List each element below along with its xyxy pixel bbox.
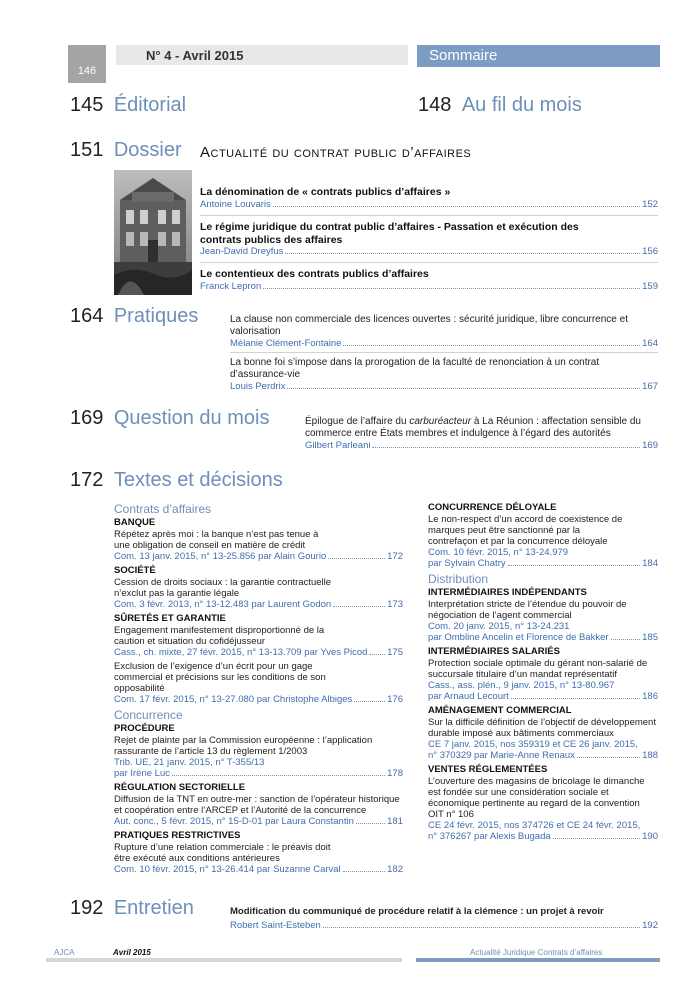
textes-item[interactable] [114, 782, 403, 828]
pratiques-item-text: La clause non commerciale des licences ouvertes : sécurité juridique, libre concurrence et valorisation [230, 314, 628, 337]
textes-item-subheading: PROCÉDURE [114, 723, 175, 734]
textes-item-subheading: INTERMÉDIAIRES INDÉPENDANTS [428, 587, 587, 598]
textes-item-page: 182 [387, 864, 403, 875]
pratiques-item-page: 167 [642, 381, 658, 392]
pratiques-item-author: Mélanie Clément-Fontaine [230, 338, 342, 349]
textes-item[interactable] [114, 723, 403, 780]
pratiques-item-author: Louis Perdrix [230, 381, 286, 392]
textes-item-text: Rupture d’une relation commerciale : le préavis doit être exécuté aux conditions antérieures [114, 842, 331, 864]
editorial-title: Éditorial [113, 94, 187, 116]
entretien-author: Robert Saint-Esteben [230, 920, 321, 931]
dossier-item-title: Le contentieux des contrats publics d’affaires [200, 268, 429, 280]
textes-item[interactable] [428, 764, 686, 843]
textes-item-leader [428, 632, 658, 644]
textes-item[interactable] [114, 830, 403, 876]
textes-item-leader [114, 551, 403, 563]
dossier-page: 151 [70, 139, 104, 161]
textes-item-page: 188 [642, 750, 658, 761]
textes-item-ref: Com. 17 févr. 2015, n° 13-27.080 par Christophe Albiges [114, 694, 353, 705]
textes-item-page: 176 [387, 694, 403, 705]
textes-item[interactable] [114, 613, 403, 659]
textes-item[interactable] [114, 517, 403, 563]
question-item[interactable] [305, 416, 658, 452]
footer-left-band [46, 958, 402, 962]
textes-item-ref: CE 7 janv. 2015, nos 359319 et CE 26 janv. 2015, [428, 739, 638, 750]
textes-item-page: 186 [642, 691, 658, 702]
textes-item-page: 173 [387, 599, 403, 610]
question-heading [70, 407, 269, 430]
textes-item[interactable] [114, 565, 403, 611]
pratiques-item-page: 164 [642, 338, 658, 349]
textes-item[interactable] [114, 661, 403, 706]
textes-item-text: Protection sociale optimale du gérant non-salarié de succursale titulaire d’un mandat représentatif [428, 658, 648, 680]
textes-item-ref: Cass., ass. plén., 9 janv. 2015, n° 13-80.967 [428, 680, 615, 691]
dossier-item-author: Franck Lepron [200, 280, 262, 292]
textes-item-text: L’ouverture des magasins de bricolage le dimanche est fondée sur une considération sociale et économique pertinente au regard de la convention OIT n° 106 [428, 776, 645, 820]
textes-item[interactable] [428, 646, 686, 703]
textes-item-ref2: par Irène Luc [114, 768, 170, 779]
pratiques-item-text: La bonne foi s’impose dans la prorogation de la faculté de renonciation à un contrat d’assurance-vie [230, 357, 600, 380]
textes-item-page: 175 [387, 647, 403, 658]
textes-item-text: Rejet de plainte par la Commission européenne : l’application rassurante de l’article 13 du règlement 1/2003 [114, 735, 373, 757]
textes-item-page: 184 [642, 558, 658, 569]
textes-item-ref: Com. 20 janv. 2015, n° 13-24.231 [428, 621, 570, 632]
pratiques-item-1[interactable] [230, 314, 658, 350]
au-fil-title: Au fil du mois [461, 94, 582, 116]
dossier-item-author: Jean-David Dreyfus [200, 246, 284, 257]
textes-item-text: Cession de droits sociaux : la garantie contractuelle n’exclut pas la garantie légale [114, 577, 332, 599]
textes-item-ref: Com. 13 janv. 2015, n° 13-25.856 par Alain Gourio [114, 551, 327, 562]
textes-item[interactable] [428, 705, 686, 762]
textes-item-ref: Com. 3 févr. 2013, n° 13-12.483 par Laurent Godon [114, 599, 332, 610]
textes-title: Textes et décisions [113, 469, 283, 491]
question-italic: carburéacteur [409, 416, 472, 427]
textes-item-text: Diffusion de la TNT en outre-mer : sanction de l’opérateur historique et coopération entre l’ARCEP et l’Autorité de la concurrence [114, 794, 400, 816]
entretien-text: Modification du communiqué de procédure relatif à la clémence : un projet à revoir [230, 906, 604, 917]
dossier-photo [114, 170, 192, 295]
dossier-item-title: Le régime juridique du contrat public d’affaires - Passation et exécution des contrats publics des affaires [200, 221, 579, 246]
textes-item-text: Le non-respect d’un accord de coexistence de marques peut être sanctionné par la contrefaçon et par la concurrence déloyale [428, 514, 623, 547]
textes-item-ref2: par Sylvain Chatry [428, 558, 506, 569]
textes-item-ref: Aut. conc., 5 févr. 2015, n° 15-D-01 par Laura Constantin [114, 816, 354, 827]
pratiques-page: 164 [70, 305, 104, 327]
textes-item-page: 172 [387, 551, 403, 562]
question-text: Épilogue de l’affaire du carburéacteur à La Réunion : affectation sensible du commerce entre États membres et indulgence à l’égard des autorités [305, 416, 641, 439]
textes-item-text: Interprétation stricte de l’étendue du pouvoir de négociation de l’agent commercial [428, 599, 627, 621]
textes-page: 172 [70, 469, 104, 491]
textes-item-text: Exclusion de l’exigence d’un écrit pour un gage commercial et précisions sur les conditions de son opposabilité [114, 661, 326, 694]
question-page-ref: 169 [642, 440, 658, 451]
footer-date: Avril 2015 [113, 948, 151, 957]
editorial-entry[interactable] [70, 94, 186, 117]
section-label: Sommaire [429, 47, 498, 64]
textes-item-page: 185 [642, 632, 658, 643]
textes-item-leader [428, 558, 658, 570]
dossier-item-title: La dénomination de « contrats publics d’affaires » [200, 186, 451, 198]
question-page: 169 [70, 407, 104, 429]
textes-item-subheading: RÉGULATION SECTORIELLE [114, 782, 246, 793]
dossier-item-2[interactable] [200, 221, 658, 258]
textes-item-leader [114, 816, 403, 828]
dossier-item-page: 159 [642, 280, 658, 292]
textes-item-page: 190 [642, 831, 658, 842]
textes-item-ref2: par Arnaud Lecourt [428, 691, 509, 702]
textes-item-leader [428, 750, 658, 762]
textes-item-ref: Com. 10 févr. 2015, n° 13-26.414 par Suzanne Carval [114, 864, 341, 875]
textes-item[interactable] [428, 502, 686, 570]
textes-item-subheading: VENTES RÉGLEMENTÉES [428, 764, 548, 775]
dossier-title: Dossier [113, 139, 182, 161]
entretien-item[interactable] [230, 906, 658, 932]
pratiques-item-leader [230, 381, 658, 393]
category-distribution: Distribution [428, 572, 489, 586]
textes-item-page: 181 [387, 816, 403, 827]
entretien-page-ref: 192 [642, 920, 658, 931]
textes-item-subheading: INTERMÉDIAIRES SALARIÉS [428, 646, 560, 657]
category-concurrence: Concurrence [114, 708, 183, 722]
dossier-item-3[interactable] [200, 268, 658, 293]
textes-item-leader [428, 831, 658, 843]
dossier-item-author: Antoine Louvaris [200, 198, 271, 210]
editorial-page: 145 [70, 94, 104, 116]
issue-label: N° 4 - Avril 2015 [146, 48, 244, 63]
entretien-heading [70, 897, 194, 920]
textes-right-column [428, 502, 686, 843]
entretien-title: Entretien [113, 897, 194, 919]
dossier-item-leader [200, 281, 658, 293]
pratiques-heading [70, 305, 198, 328]
dossier-item-leader [200, 199, 658, 211]
dossier-item-page: 156 [642, 246, 658, 257]
pratiques-title: Pratiques [113, 305, 199, 327]
textes-item-ref: Trib. UE, 21 janv. 2015, n° T-355/13 [114, 757, 265, 768]
au-fil-page: 148 [418, 94, 452, 116]
au-fil-entry[interactable] [418, 94, 582, 117]
entretien-leader [230, 920, 658, 932]
pratiques-item-leader [230, 338, 658, 350]
footer-right-band [416, 958, 660, 962]
dossier-subject: Actualité du contrat public d’affaires [200, 144, 472, 161]
textes-item-subheading: BANQUE [114, 517, 156, 528]
textes-item-ref: Com. 10 févr. 2015, n° 13-24.979 [428, 547, 569, 558]
textes-item-leader [114, 647, 403, 659]
page-number: 146 [77, 65, 97, 77]
dossier-item-page: 152 [642, 198, 658, 210]
textes-item-ref: Cass., ch. mixte, 27 févr. 2015, n° 13-13.709 par Yves Picod [114, 647, 368, 658]
textes-item-text: Sur la difficile définition de l’objectif de développement durable imposé aux bâtiments commerciaux [428, 717, 656, 739]
textes-item-subheading: AMÉNAGEMENT COMMERCIAL [428, 705, 572, 716]
entretien-page: 192 [70, 897, 104, 919]
textes-item[interactable] [428, 587, 686, 644]
textes-item-subheading: SÛRETÉS ET GARANTIE [114, 613, 226, 624]
page-number-box [68, 45, 106, 83]
pratiques-item-2[interactable] [230, 357, 658, 393]
footer-journal-name: Actualité Juridique Contrats d’affaires [470, 948, 603, 957]
textes-item-leader [114, 599, 403, 611]
textes-left-column [114, 502, 403, 876]
footer-journal-abbr: AJCA [54, 948, 75, 957]
dossier-item-1[interactable] [200, 186, 658, 211]
question-title: Question du mois [113, 407, 270, 429]
textes-item-subheading: CONCURRENCE DÉLOYALE [428, 502, 557, 513]
dossier-heading [70, 139, 182, 162]
textes-item-text: Engagement manifestement disproportionné de la caution et situation du cofidéjusseur [114, 625, 325, 647]
textes-item-subheading: PRATIQUES RESTRICTIVES [114, 830, 241, 841]
textes-item-page: 178 [387, 768, 403, 779]
question-leader [305, 440, 658, 452]
textes-item-leader [114, 864, 403, 876]
question-author: Gilbert Parleani [305, 440, 371, 451]
textes-item-ref2: n° 370329 par Marie-Anne Renaux [428, 750, 575, 761]
textes-item-ref2: n° 376267 par Alexis Bugada [428, 831, 551, 842]
category-contrats: Contrats d’affaires [114, 502, 212, 516]
textes-item-text: Répétez après moi : la banque n’est pas tenue à une obligation de conseil en matière de crédit [114, 529, 319, 551]
textes-item-leader [428, 691, 658, 703]
textes-heading [70, 469, 283, 492]
textes-item-leader [114, 694, 403, 706]
textes-item-subheading: SOCIÉTÉ [114, 565, 156, 576]
textes-item-leader [114, 768, 403, 780]
textes-item-ref: CE 24 févr. 2015, nos 374726 et CE 24 févr. 2015, [428, 820, 641, 831]
dossier-item-leader [200, 246, 658, 258]
textes-item-ref2: par Ombline Ancelin et Florence de Bakker [428, 632, 609, 643]
